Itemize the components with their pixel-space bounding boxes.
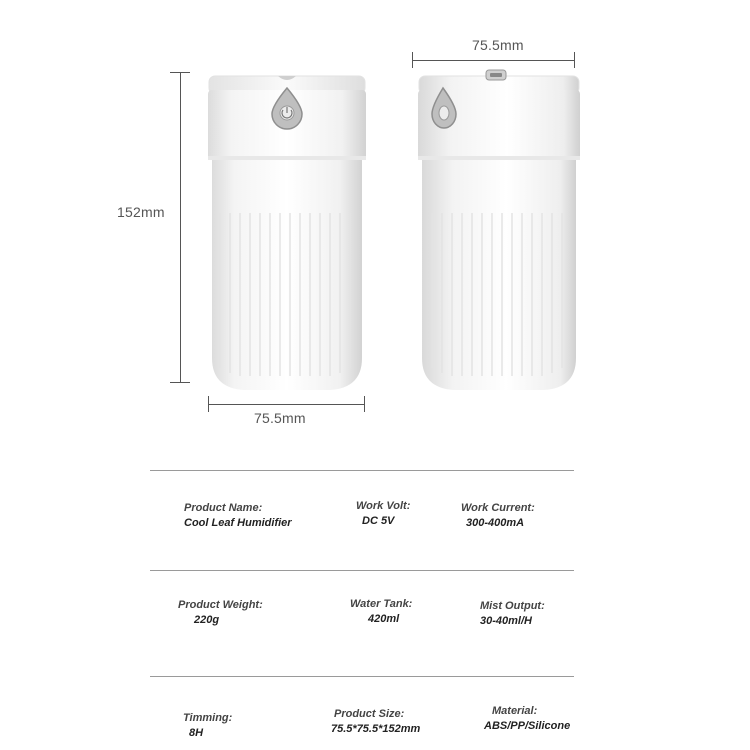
- spec-work-current: [461, 501, 535, 531]
- spec-label: Water Tank:: [350, 598, 413, 610]
- height-dimension-label: 152mm: [117, 204, 165, 220]
- spec-water-tank: [350, 597, 412, 627]
- spec-label: Timming:: [183, 712, 233, 724]
- spec-label: Work Volt:: [356, 500, 411, 512]
- spec-material: [484, 704, 570, 734]
- spec-timming: [183, 711, 232, 741]
- spec-label: Product Name:: [184, 502, 263, 514]
- spec-product-size: [331, 707, 420, 737]
- spec-label: Product Size:: [334, 708, 405, 720]
- width-dimension-tick-bottom-left: [208, 396, 209, 412]
- width-dimension-tick-bottom-right: [364, 396, 365, 412]
- spec-product-weight: [178, 598, 263, 628]
- humidifier-side-view: [410, 68, 590, 393]
- spec-divider-2: [150, 570, 574, 571]
- spec-value: 420ml: [368, 613, 400, 625]
- spec-value: 75.5*75.5*152mm: [331, 723, 421, 735]
- spec-value: 30-40ml/H: [480, 615, 532, 627]
- height-dimension-line: [180, 72, 181, 382]
- humidifier-front-view: [200, 68, 380, 393]
- spec-value: Cool Leaf Humidifier: [184, 517, 292, 529]
- spec-mist-output: [480, 599, 545, 629]
- width-dimension-tick-top-left: [412, 52, 413, 68]
- width-dimension-tick-top-right: [574, 52, 575, 68]
- height-dimension-tick-bottom: [170, 382, 190, 383]
- spec-value: 300-400mA: [466, 517, 525, 529]
- spec-work-volt: [356, 499, 410, 529]
- spec-value: 8H: [189, 727, 204, 739]
- spec-value: ABS/PP/Silicone: [484, 720, 571, 732]
- spec-divider-1: [150, 470, 574, 471]
- spec-value: 220g: [194, 614, 220, 626]
- width-dimension-label-top: 75.5mm: [472, 37, 524, 53]
- spec-label: Material:: [492, 705, 538, 717]
- spec-divider-3: [150, 676, 574, 677]
- spec-value: DC 5V: [362, 515, 395, 527]
- spec-product-name: [184, 501, 292, 531]
- width-dimension-line-top: [412, 60, 574, 61]
- spec-label: Work Current:: [461, 502, 535, 514]
- spec-label: Product Weight:: [178, 599, 263, 611]
- spec-label: Mist Output:: [480, 600, 545, 612]
- width-dimension-label-bottom: 75.5mm: [254, 410, 306, 426]
- height-dimension-tick-top: [170, 72, 190, 73]
- width-dimension-line-bottom: [208, 404, 364, 405]
